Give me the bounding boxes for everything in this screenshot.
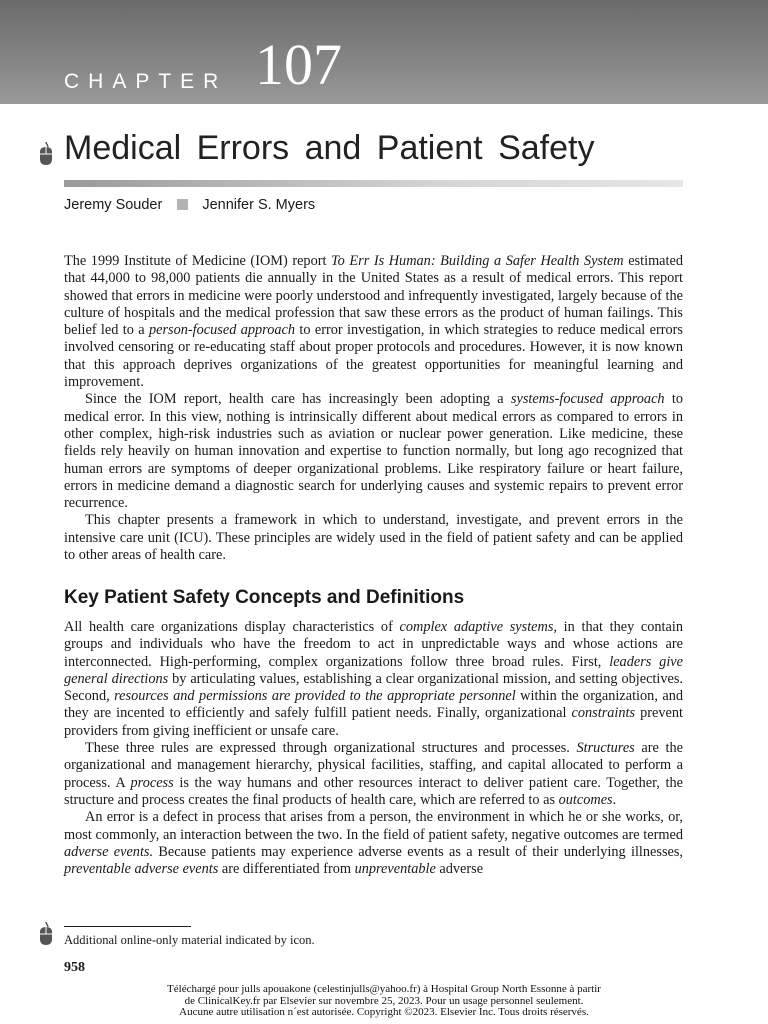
mouse-icon <box>38 142 54 166</box>
chapter-banner <box>0 0 768 104</box>
author-name: Jeremy Souder <box>64 197 163 213</box>
download-notice <box>0 984 768 1019</box>
section-heading: Key Patient Safety Concepts and Definitions <box>64 587 465 608</box>
download-notice-line: Aucune autre utilisation n´est autorisée. Copyright ©2023. Elsevier Inc. Tous droits réservés. <box>179 1006 589 1018</box>
intro-text <box>64 253 683 564</box>
emphasis: outcomes <box>558 791 613 808</box>
emphasis: preventable adverse events <box>64 861 219 878</box>
paragraph: An error is a defect in process that arises from a person, the environment in which he or she works, or, most commonly, an interaction between the two. In the field of patient safety, negative outcomes are termed adverse events. Because patients may experience adverse events as a result of their underlying illnesses, preventable adverse events are differentiated from unpreventable adverse <box>64 809 683 878</box>
chapter-title: Medical Errors and Patient Safety <box>64 129 595 167</box>
emphasis: constraints <box>571 705 636 722</box>
emphasis: To Err Is Human: Building a Safer Health System <box>331 253 624 269</box>
title-rule <box>64 180 683 187</box>
emphasis: resources and permissions are provided to the appropriate personnel <box>114 688 516 705</box>
paragraph: Since the IOM report, health care has increasingly been adopting a systems-focused approach to medical error. In this view, nothing is intrinsically different about medical errors as compared to errors in other complex, high-risk industries such as aviation or nuclear power generation. Like medicine, these fields rely heavily on human innovation and expertise to function normally, but long ago recognized that human errors are symptoms of deeper organizational problems. Like respiratory failure or heart failure, errors in medicine demand a diagnostic search for underlying causes and systemic repairs to prevent error recurrence. <box>64 391 683 512</box>
section-text <box>64 619 683 878</box>
mouse-icon <box>38 922 54 946</box>
emphasis: process <box>130 774 174 791</box>
emphasis: unpreventable <box>354 861 436 878</box>
emphasis: adverse events. <box>64 843 154 860</box>
emphasis: Structures <box>576 740 635 757</box>
paragraph: These three rules are expressed through organizational structures and processes. Structures are the organizational and management hierarchy, physical facilities, staffing, and capital allocated to perform a process. A process is the way humans and other resources interact to deliver patient care. Together, the structure and process creates the final products of health care, which are referred to as outcomes. <box>64 740 683 808</box>
author-line <box>64 197 315 213</box>
emphasis: systems-focused approach <box>510 391 665 408</box>
chapter-number: 107 <box>255 32 342 97</box>
emphasis: complex adaptive systems <box>399 619 554 635</box>
footnote-rule <box>64 926 191 927</box>
paragraph: This chapter presents a framework in which to understand, investigate, and prevent errors in the intensive care unit (ICU). These principles are widely used in the field of patient safety and can be applied to other areas of health care. <box>64 512 683 564</box>
author-name: Jennifer S. Myers <box>202 197 316 213</box>
paragraph: All health care organizations display characteristics of complex adaptive systems, in that they contain groups and individuals who have the freedom to act in unpredictable ways and whose actions are interconnected. High-performing, complex organizations follow three broad rules. First, leaders give general directions by articulating values, establishing a clear organizational mission, and setting objectives. Second, resources and permissions are provided to the appropriate personnel within the organization, and they are incented to efficiently and safely fulfill patient needs. Finally, organizational constraints prevent providers from giving inefficient or unsafe care. <box>64 619 683 739</box>
footnote: Additional online-only material indicated by icon. <box>64 933 315 947</box>
paragraph: The 1999 Institute of Medicine (IOM) report To Err Is Human: Building a Safer Health System estimated that 44,000 to 98,000 patients die annually in the United States as a result of medical errors. This report showed that errors in medicine were poorly understood and infrequently investigated, largely because of the culture of hospitals and the medical profession that saw these errors as the product of human failings. This belief led to a person-focused approach to error investigation, in which strategies to reduce medical errors involved censoring or re-educating staff about proper protocols and procedures. However, it is now known that this approach deprives organizations of the greatest opportunities for meaningful learning and improvement. <box>64 253 683 391</box>
chapter-label: CHAPTER <box>64 70 228 93</box>
author-separator <box>177 199 188 210</box>
emphasis: leaders give general directions <box>64 653 683 687</box>
emphasis: person-focused approach <box>149 322 296 339</box>
page-number: 958 <box>64 960 85 975</box>
download-notice-line: Téléchargé pour julls apouakone (celestinjulls@yahoo.fr) à Hospital Group North Essonne à partir <box>167 983 601 995</box>
download-notice-line: de ClinicalKey.fr par Elsevier sur novembre 25, 2023. Pour un usage personnel seulement. <box>184 994 584 1007</box>
